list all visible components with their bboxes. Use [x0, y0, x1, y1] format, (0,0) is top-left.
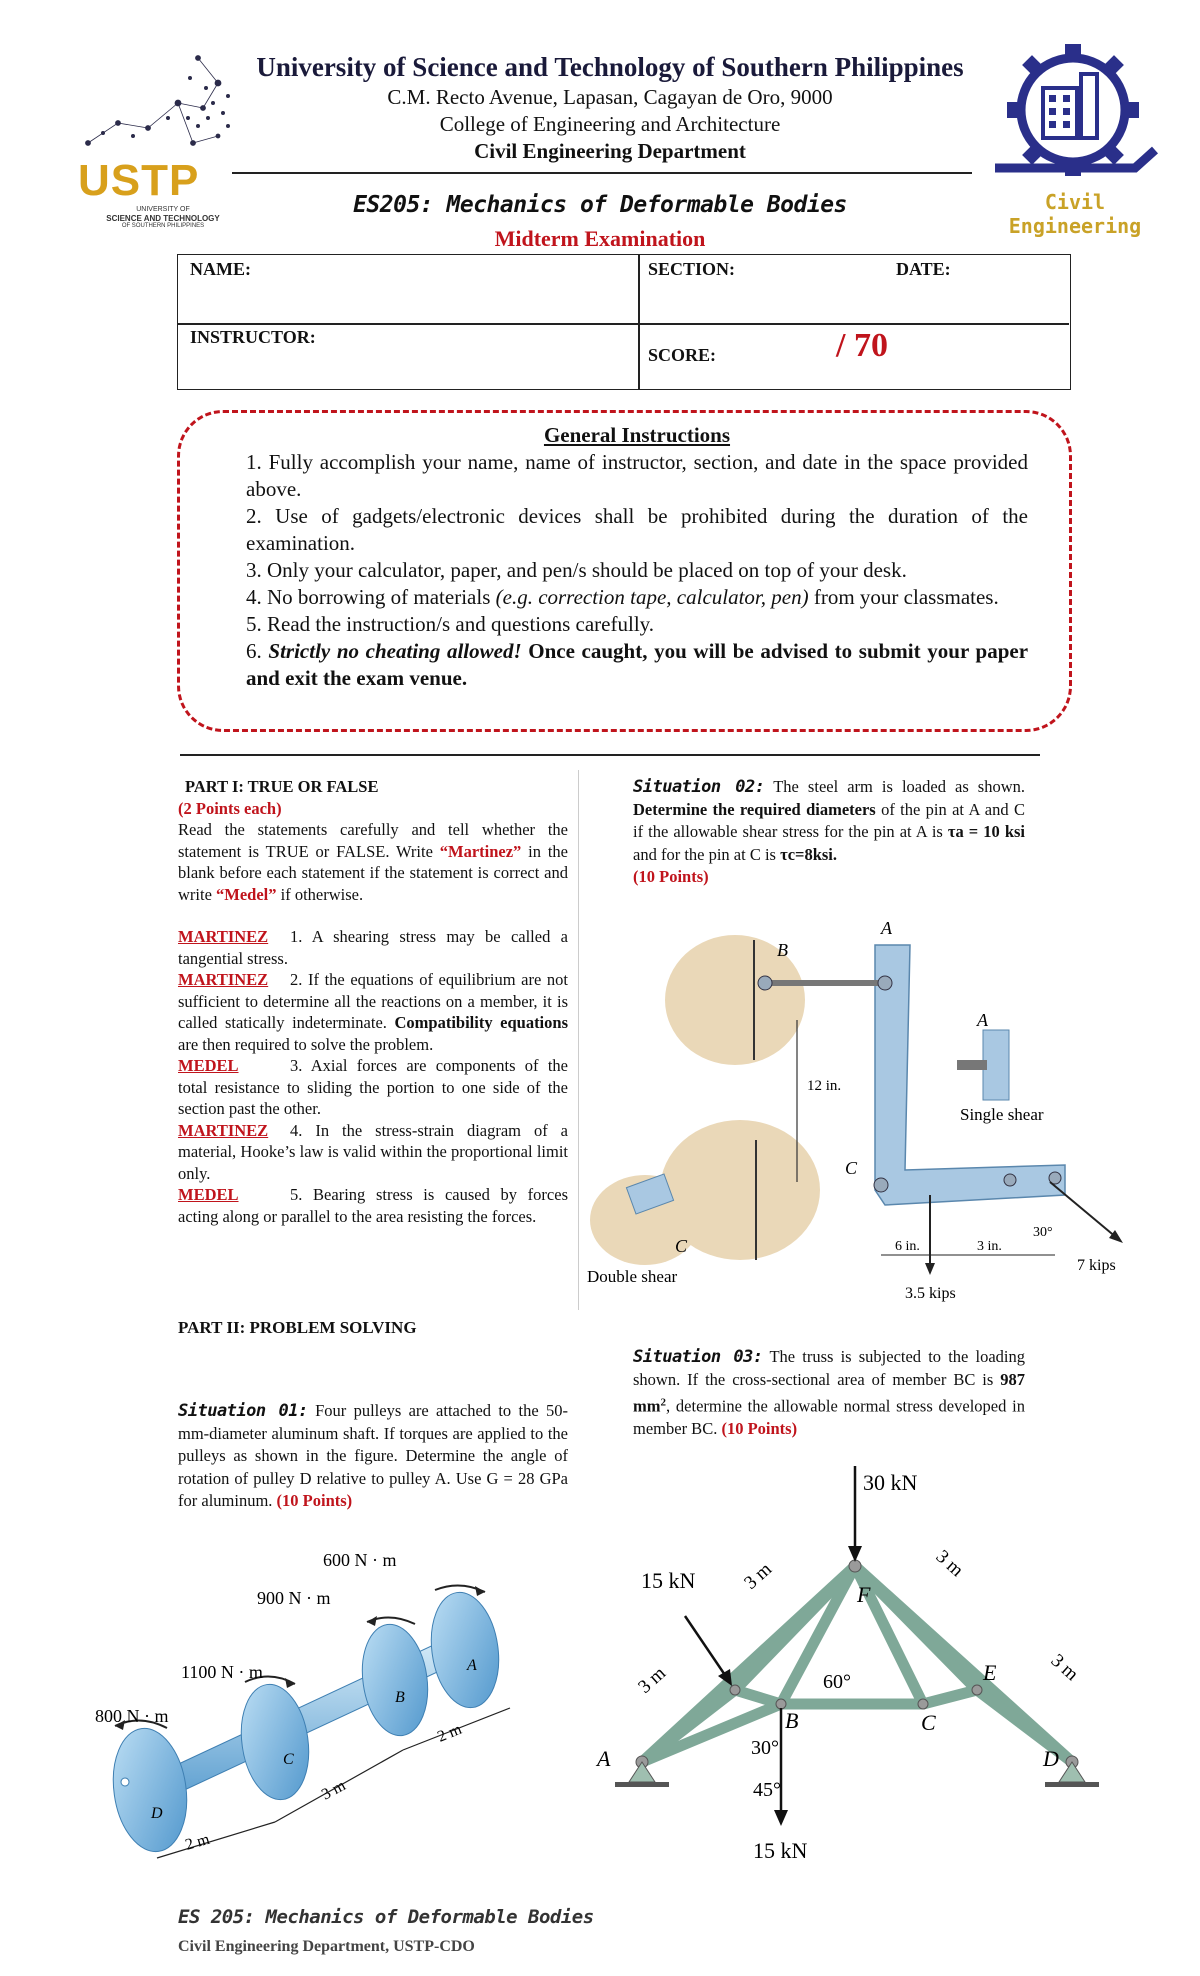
member-3m-4: 3 m [1046, 1650, 1083, 1686]
instructor-field[interactable]: INSTRUCTOR: [190, 327, 316, 347]
name-field[interactable]: NAME: [190, 259, 251, 279]
load-30kN: 30 kN [863, 1470, 918, 1495]
joint-E: E [983, 1660, 997, 1685]
department-name: Civil Engineering Department [474, 139, 746, 163]
ustp-logo [78, 48, 248, 228]
angle-30b: 30° [751, 1737, 779, 1759]
tf-item: MARTINEZ 2. If the equations of equilibrium are not sufficient to determine all the reactions on a member, it is called statically indeterminate. Compatibility equations are then required to solve the problem. [178, 970, 568, 1054]
part1 [178, 776, 568, 1227]
instruction-5: 5. Read the instruction/s and questions carefully. [246, 612, 655, 636]
torque-1100: 1100 N · m [181, 1662, 263, 1682]
single-shear-detail [957, 1010, 1044, 1124]
member-3m-2: 3 m [634, 1662, 670, 1698]
joint-F: F [857, 1582, 871, 1607]
civil-engineering-logo-text: Civil Engineering [1008, 190, 1142, 238]
true-false-list [178, 926, 568, 1227]
dim-2m-a: 2 m [183, 1830, 212, 1854]
angle-30: 30° [1033, 1225, 1053, 1240]
tf-item: MEDEL 5. Bearing stress is caused by forces acting along or parallel to the area resisting the forces. [178, 1185, 568, 1226]
svg-text:A: A [977, 1010, 988, 1030]
course-title: ES205: Mechanics of Deformable Bodies [353, 192, 847, 218]
gear-building-icon [985, 40, 1165, 190]
force-7kips: 7 kips [1077, 1257, 1116, 1274]
tf-item: MEDEL 3. Axial forces are components of the total resistance to sliding the portion to one side of the section past the other. [178, 1056, 568, 1118]
angle-60: 60° [823, 1671, 851, 1693]
dim-2m-b: 2 m [435, 1720, 465, 1746]
section-divider [180, 754, 1040, 756]
dim-3in: 3 in. [977, 1239, 1002, 1254]
instructions-title: General Instructions [543, 423, 731, 447]
tf-item: MARTINEZ 4. In the stress-strain diagram of a material, Hooke’s law is valid within the proportional limit only. [178, 1120, 568, 1183]
ustp-logo-sub3: OF SOUTHERN PHILIPPINES [121, 223, 205, 229]
university-name: University of Science and Technology of Southern Philippines [256, 52, 964, 82]
score-total: / 70 [836, 327, 888, 364]
torque-800: 800 N · m [95, 1706, 169, 1726]
pulley-C [234, 1680, 316, 1804]
header-rule [232, 172, 972, 174]
instructions-content [246, 422, 1028, 692]
load-15kN-a: 15 kN [641, 1568, 696, 1593]
date-field[interactable]: DATE: [896, 259, 951, 279]
footer-title: ES 205: Mechanics of Deformable Bodies [178, 1906, 594, 1928]
dim-3m: 3 m [318, 1777, 349, 1804]
torque-900: 900 N · m [257, 1588, 331, 1608]
joint-C: C [921, 1710, 936, 1735]
situation2-label: Situation 02: [633, 777, 765, 797]
tf-answer[interactable]: MEDEL [178, 1056, 239, 1075]
label-A: A [467, 1657, 477, 1674]
instruction-1: 1. Fully accomplish your name, name of instructor, section, and date in the space provided above. [246, 450, 1028, 501]
part1-title: PART I: TRUE OR FALSE [185, 777, 379, 796]
joint-A: A [597, 1746, 611, 1771]
arm-label-A: A [881, 920, 892, 938]
situation3-label: Situation 03: [633, 1347, 763, 1367]
truss-figure [585, 1466, 1130, 1876]
pulley-shaft-figure [95, 1550, 535, 1880]
pulley-B [356, 1620, 435, 1740]
ustp-logo-sub1: UNIVERSITY OF [136, 206, 190, 213]
instruction-2: 2. Use of gadgets/electronic devices shall be prohibited during the duration of the examination. [246, 504, 1028, 555]
load-15kN-b: 15 kN [753, 1838, 808, 1863]
pulley-D [106, 1724, 195, 1857]
ustp-logo-sub2: SCIENCE AND TECHNOLOGY [106, 214, 220, 223]
pulley-A [424, 1588, 506, 1712]
college-name: College of Engineering and Architecture [439, 112, 781, 136]
label-D: D [151, 1805, 163, 1822]
double-shear-detail [587, 1174, 700, 1286]
part2-title: PART II: PROBLEM SOLVING [178, 1318, 417, 1337]
force-3-5kips: 3.5 kips [905, 1285, 956, 1302]
column-divider [578, 770, 579, 1310]
single-shear-label: Single shear [960, 1105, 1044, 1124]
angle-45: 45° [753, 1779, 781, 1801]
tf-answer[interactable]: MARTINEZ [178, 1120, 269, 1140]
label-B: B [395, 1689, 405, 1706]
situation3-text: Situation 03: The truss is subjected to the loading shown. If the cross-sectional area of member BC is 987 $mm^2$, determine the allowable normal stress developed in member BC. (10 Points) [633, 1347, 1025, 1438]
score-field[interactable]: SCORE: [648, 345, 717, 365]
exam-title: Midterm Examination [494, 226, 706, 251]
joint-B: B [785, 1708, 799, 1733]
tf-answer[interactable]: MEDEL [178, 1185, 239, 1204]
student-info-box [177, 254, 1071, 390]
instruction-4: 4. No borrowing of materials (e.g. correction tape, calculator, pen) from your classmates. [246, 585, 999, 609]
double-shear-label: Double shear [587, 1267, 678, 1286]
section-field[interactable]: SECTION: [648, 259, 736, 279]
situation2-text: Situation 02: The steel arm is loaded as shown. Determine the required diameters of the pin at A and C if the allowable shear stress for the pin at A is τa = 10 ksi and for the pin at C is τc=8ksi. (10 Points) [633, 777, 1025, 886]
arm-label-B: B [777, 940, 788, 960]
ustp-logo-text: USTP [78, 156, 200, 205]
svg-text:C: C [675, 1236, 688, 1256]
label-h: 12 in. [807, 1078, 842, 1094]
tf-item: MARTINEZ 1. A shearing stress may be called a tangential stress. [178, 927, 568, 968]
joint-D: D [1043, 1746, 1059, 1771]
dim-6in: 6 in. [895, 1239, 920, 1254]
part1-points: (2 Points each) [178, 798, 282, 818]
torque-600: 600 N · m [323, 1550, 397, 1570]
label-C: C [283, 1751, 294, 1768]
situation1-text: Situation 01: Four pulleys are attached to the 50-mm-diameter aluminum shaft. If torques are applied to the pulleys as shown in the figure. Determine the angle of rotation of pulley D relative to pulley A. Use G = 28 GPa for aluminum. (10 Points) [178, 1401, 568, 1510]
member-3m-1: 3 m [740, 1558, 776, 1594]
situation1-label: Situation 01: [178, 1401, 308, 1421]
member-3m-3: 3 m [931, 1546, 968, 1582]
arm-label-C: C [845, 1158, 858, 1178]
steel-arm-figure [585, 920, 1130, 1320]
university-address: C.M. Recto Avenue, Lapasan, Cagayan de Oro, 9000 [387, 85, 833, 109]
tf-answer[interactable]: MARTINEZ [178, 970, 269, 989]
instruction-6: 6. Strictly no cheating allowed! Once caught, you will be advised to submit your paper and exit the exam venue. [246, 639, 1029, 690]
tf-answer[interactable]: MARTINEZ [178, 927, 269, 946]
civil-engineering-logo [985, 40, 1165, 238]
footer-department: Civil Engineering Department, USTP-CDO [178, 1938, 475, 1955]
instruction-3: 3. Only your calculator, paper, and pen/s should be placed on top of your desk. [246, 558, 907, 582]
part1-intro: Read the statements carefully and tell whether the statement is TRUE or FALSE. Write “Martinez” in the blank before each statement if the statement is correct and write “Medel” if otherwise. [178, 820, 568, 904]
